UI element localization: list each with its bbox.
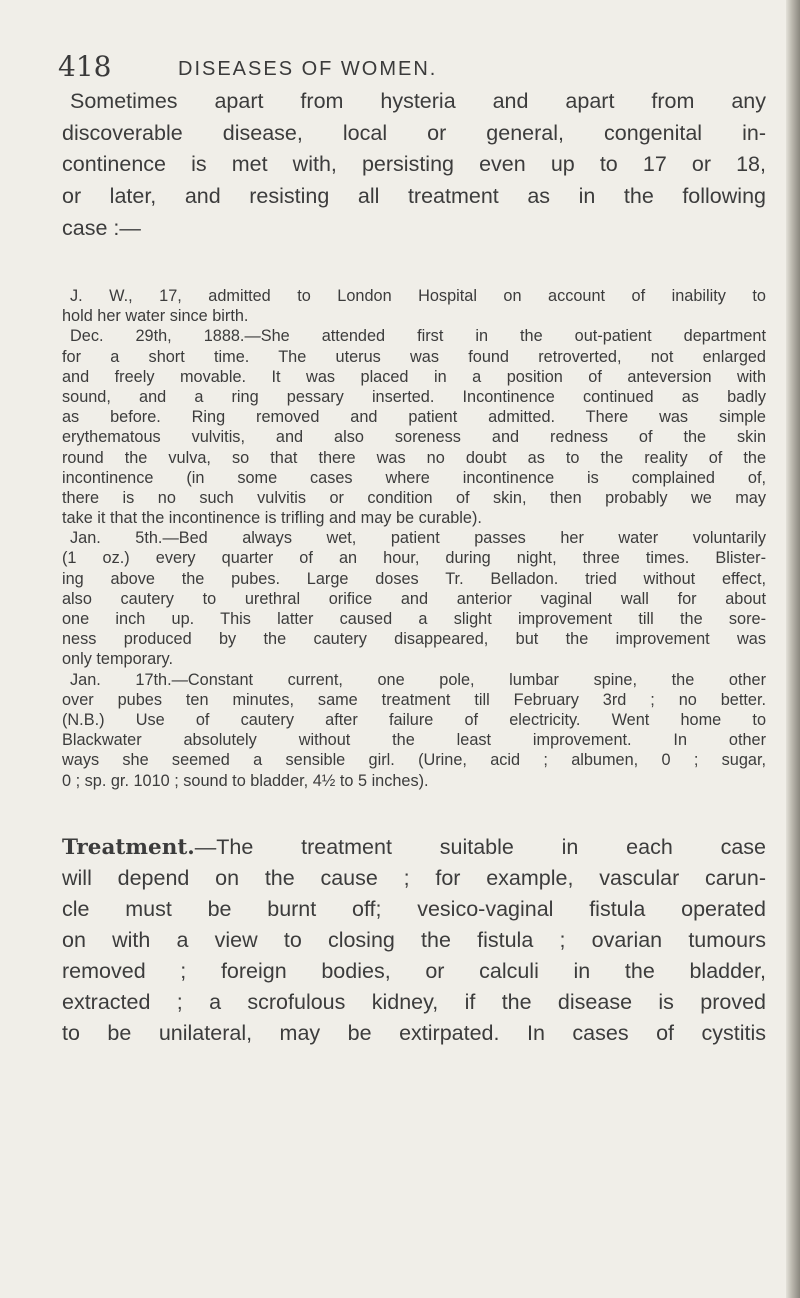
text-line: J. W., 17, admitted to London Hospital on account of inability to: [70, 287, 766, 305]
text-line: only temporary.: [62, 650, 173, 669]
text-line: cle must be burnt off; vesico-vaginal fistula operated: [62, 897, 766, 921]
text-line: continence is met with, persisting even up to 17 or 18,: [62, 152, 766, 177]
text-line: take it that the incontinence is trifling and may be curable).: [62, 509, 482, 528]
text-line: round the vulva, so that there was no doubt as to the reality of the: [62, 448, 766, 467]
page-number: 418: [58, 50, 112, 83]
text-line: extracted ; a scrofulous kidney, if the disease is proved: [62, 990, 766, 1014]
case-report: [62, 286, 766, 791]
text-line: ways she seemed a sensible girl. (Urine, acid ; albumen, 0 ; sugar,: [62, 751, 766, 770]
text-line: Sometimes apart from hysteria and apart from any: [70, 89, 766, 113]
page-edge: [786, 0, 800, 1298]
treatment-paragraph: [62, 832, 766, 1049]
text-line: incontinence (in some cases where incontinence is complained of,: [62, 468, 766, 487]
treatment-heading: Treatment.: [62, 835, 195, 860]
text-line: to be unilateral, may be extirpated. In cases of cystitis: [62, 1021, 766, 1045]
text-line: discoverable disease, local or general, congenital in-: [62, 120, 766, 145]
text-line: Blackwater absolutely without the least improvement. In other: [62, 731, 766, 750]
text-line: Jan. 5th.—Bed always wet, patient passes her water voluntarily: [70, 529, 766, 548]
text-line: [62, 832, 766, 863]
text-line: Dec. 29th, 1888.—She attended first in the out-patient department: [70, 327, 766, 346]
text-line: case :—: [62, 215, 141, 240]
intro-paragraph: [62, 86, 766, 244]
page-header: [58, 50, 758, 90]
text-line: (N.B.) Use of cautery after failure of electricity. Went home to: [62, 710, 766, 729]
text-line: erythematous vulvitis, and also soreness and redness of the skin: [62, 428, 766, 447]
text-line: over pubes ten minutes, same treatment till February 3rd ; no better.: [62, 690, 766, 709]
text-line: ness produced by the cautery disappeared, but the improvement was: [62, 630, 766, 649]
text-span: —The treatment suitable in each case: [194, 835, 766, 859]
text-line: Jan. 17th.—Constant current, one pole, lumbar spine, the other: [70, 670, 766, 689]
running-title: DISEASES OF WOMEN.: [178, 58, 438, 80]
text-line: removed ; foreign bodies, or calculi in the bladder,: [62, 959, 766, 983]
text-line: sound, and a ring pessary inserted. Incontinence continued as badly: [62, 387, 766, 406]
text-line: and freely movable. It was placed in a position of anteversion with: [62, 367, 766, 386]
text-line: (1 oz.) every quarter of an hour, during night, three times. Blister-: [62, 549, 766, 568]
text-line: ing above the pubes. Large doses Tr. Belladon. tried without effect,: [62, 569, 766, 588]
text-line: also cautery to urethral orifice and anterior vaginal wall for about: [62, 589, 766, 608]
text-line: or later, and resisting all treatment as in the following: [62, 184, 766, 209]
text-line: there is no such vulvitis or condition of skin, then probably we may: [62, 488, 766, 507]
text-line: on with a view to closing the fistula ; ovarian tumours: [62, 928, 766, 952]
text-line: one inch up. This latter caused a slight improvement till the sore-: [62, 610, 766, 628]
text-line: for a short time. The uterus was found retroverted, not enlarged: [62, 347, 766, 366]
text-line: hold her water since birth.: [62, 307, 249, 326]
text-line: 0 ; sp. gr. 1010 ; sound to bladder, 4½ to 5 inches).: [62, 771, 429, 790]
text-line: will depend on the cause ; for example, vascular carun-: [62, 866, 766, 890]
text-line: as before. Ring removed and patient admitted. There was simple: [62, 408, 766, 427]
